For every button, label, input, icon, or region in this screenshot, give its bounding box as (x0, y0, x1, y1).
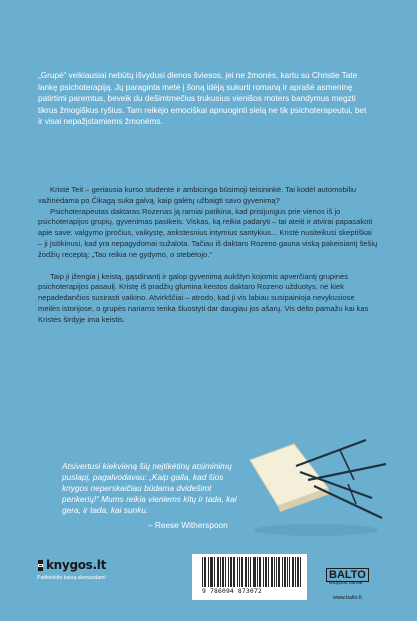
barcode-bar (231, 557, 232, 587)
chair-shadow (254, 524, 378, 536)
knygos-logo[interactable] (36, 557, 106, 573)
chair-leg-1 (296, 440, 366, 466)
barcode-bar (223, 557, 224, 587)
balto-subtitle: leidybos namai (329, 580, 363, 586)
barcode-bar (205, 557, 206, 587)
barcode-bar (292, 557, 293, 587)
barcode-bar (279, 557, 280, 587)
book-icon (38, 560, 43, 571)
barcode-bar (268, 557, 269, 587)
synopsis-paragraph-1: Kristė Teit – geriausia kurso studentė ir ambicinga būsimoji teisininkė. Tai kodėl automobiliu važinėdama po Čikagą suka galvą, kaip galėtų užbaigti savo gyvenimą? (38, 185, 357, 205)
blurb-text: Atsivertusi kiekvieną šių neįtikėtinų atsiminimų puslapį, pagalvodavau: „Kaip gaila, kad šios knygos neperskaičiau būdama dvidešimt penkerių!“ Mums reikia vieniems kitų ir tada, kai gera, ir tada, kai sunku. (62, 461, 237, 515)
barcode-bar (202, 557, 203, 587)
barcode-bar (276, 557, 277, 587)
barcode-bar (237, 557, 238, 587)
barcode-bar (222, 557, 223, 587)
chair-leg-4 (314, 486, 382, 518)
barcode-bar (241, 557, 242, 587)
barcode-bar (228, 557, 229, 587)
barcode-bar (204, 557, 205, 587)
barcode-bar (225, 557, 226, 587)
barcode-bar (297, 557, 298, 587)
blurb-quote (62, 461, 250, 516)
barcode-bar (287, 557, 288, 587)
isbn-barcode (192, 554, 307, 600)
intro-paragraph (38, 70, 370, 128)
chair-rung-1 (340, 450, 354, 480)
synopsis (38, 185, 378, 326)
barcode-bar (217, 557, 218, 587)
barcode-bar (285, 557, 286, 587)
barcode-bar (246, 557, 247, 587)
barcode-bar (284, 557, 285, 587)
barcode-bar (218, 557, 219, 587)
barcode-bar (274, 557, 275, 587)
barcode-bar (234, 557, 235, 587)
barcode-bar (271, 557, 272, 587)
barcode-bar (208, 557, 209, 587)
barcode-bar (260, 557, 261, 587)
barcode-bar (248, 557, 249, 587)
barcode-bar (242, 557, 243, 587)
barcode-bar (263, 557, 264, 587)
barcode-bar (212, 557, 213, 587)
barcode-bar (289, 557, 290, 587)
barcode-bars (202, 557, 302, 587)
balto-logo (326, 565, 373, 581)
barcode-bar (295, 557, 296, 587)
barcode-bar (253, 557, 254, 587)
barcode-bar (211, 557, 212, 587)
barcode-bar (265, 557, 266, 587)
synopsis-paragraph-3: Taip ji įžengia į keistą, gąsdinantį ir galop gyvenimą aukštyn kojomis apverčiantį grupinės psichoterapijos pasaulį. Kristę iš pradžių glumina keistos daktaro Rozeno užduotys, nė kiek nepadedančios susirasti vaikino. Atvirkščiai – atrodo, kad ji vis labiau susipainioja nevykusiose meilės istorijose, o grupės nariams tenka šluostyti dar daugiau jos ašarų. Vis dėlto pamažu kai kas Kristės širdyje ima keistis. (38, 271, 369, 324)
isbn-digits: 9 786094 873072 (202, 588, 262, 595)
barcode-bar (282, 557, 283, 587)
chair-rung-2 (348, 484, 356, 504)
barcode-bar (220, 557, 221, 587)
barcode-bar (272, 557, 273, 587)
barcode-bar (233, 557, 234, 587)
intro-text: „Grupė“ veikiausiai nebūtų išvydusi dienos šviesos, jei ne žmonės, kartu su Christie Tate lankę psichoterapiją. Jų paraginta metė į šoną idėją sukurti romaną ir aprašė asmeninę patirtimi paremtus, beveik du dešimtmečius trukusius vienišos moters bandymus megzti tikrus žmogiškus ryšius. Tam reikėjo emociškai apnuoginti sielą ne tik psichoterapeutui, bet ir visai nepažįstamiems žmonėms. (38, 70, 367, 127)
barcode-bar (298, 557, 299, 587)
synopsis-paragraph-2: Psichoterapeutas daktaras Rozenas ją ramiai patikina, kad prisijungus prie vienos iš jo psichoterapijos grupių, gyvenimas pasikeis. Viskas, ką reikia padaryti – tai ateiti ir atvirai papasakoti apie save: valgymo įpročius, vaikystę, ankstesnius intymius santykius... Kristė nusiteikusi skeptiškai – ji įsitikinusi, kad yra nepagydomai sužalota. Tačiau iš daktaro Rozeno gauna viską pakeisiantį šešių žodžių receptą: „Tau reikia ne gydymo, o stebėtojo.“ (38, 206, 378, 259)
knygos-logo-text: knygos.lt (46, 558, 107, 572)
blurb-attribution: – Reese Witherspoon (148, 520, 228, 530)
barcode-bar (266, 557, 267, 587)
barcode-bar (239, 557, 240, 587)
barcode-bar (259, 557, 260, 587)
knygos-caption: Patikrinkite kainą skenuodami (37, 575, 106, 581)
balto-logo-text: BALTO (326, 568, 369, 582)
balto-website[interactable]: www.balto.lt (333, 595, 362, 601)
barcode-bar (250, 557, 251, 587)
barcode-bar (230, 557, 231, 587)
barcode-bar (278, 557, 279, 587)
barcode-bar (254, 557, 255, 587)
barcode-bar (257, 557, 258, 587)
barcode-bar (245, 557, 246, 587)
barcode-bar (214, 557, 215, 587)
barcode-bar (300, 557, 301, 587)
overturned-chair-illustration (236, 426, 398, 548)
barcode-bar (293, 557, 294, 587)
barcode-bar (210, 557, 211, 587)
barcode-bar (255, 557, 256, 587)
